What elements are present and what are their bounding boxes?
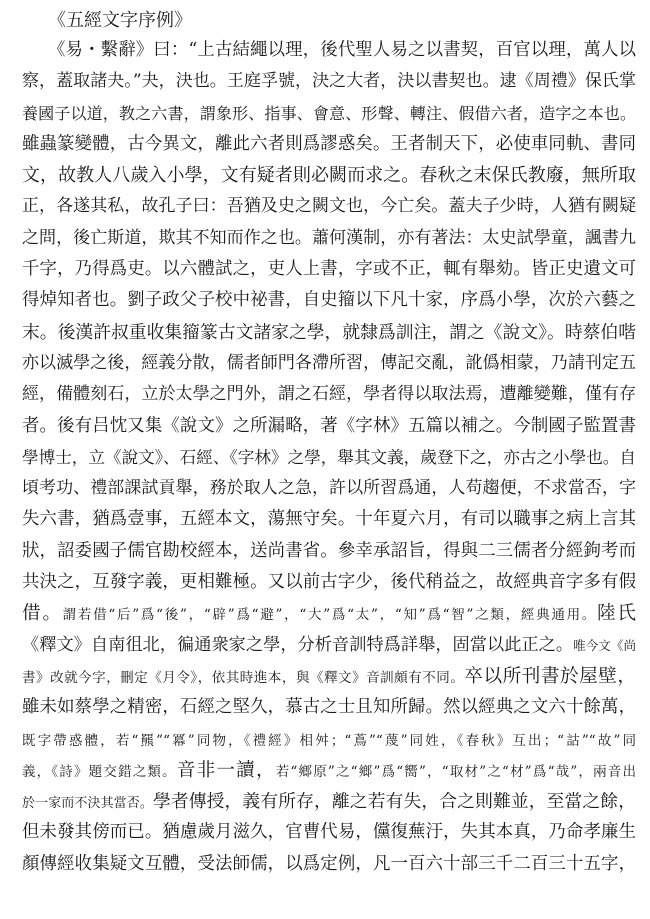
text-run: 音非一讀， [176,759,276,781]
text-run: 失六書，猶爲壹事，五經本文，蕩無守矣。十年夏六月，有司以職事之病上言其 [22,509,636,530]
text-line [22,254,636,285]
annotation-note: 義，《詩》題交錯之類。 [22,763,177,780]
text-run: 《易・繫辭》曰：“上古結繩以理，後代聖人易之以書契，百官以理，萬人以 [48,40,636,60]
text-run: 文，故教人八歲入小學，文有疑者則必闕而求之。春秋之末保氏教廢，無所取 [22,165,636,187]
text-line [22,786,636,817]
document-heading: 《五經文字序例》 [48,10,192,31]
annotation-note: 謂若借“后”爲“後”，“辟”爲“避”，“大”爲“太”，“知”爲“智”之類，經典通用。 [62,607,598,624]
text-line [22,598,636,629]
text-run: 顏傳經收集疑文互體，受法師儒，以爲定例，凡一百六十部三千二百三十五字， [22,853,636,874]
text-run: 養國子以道，教之六書，謂象形、指事、會意、形聲、轉注、假借六者，造字之本也。 [22,103,636,123]
text-line [22,98,636,129]
annotation-note: 若“羆”“冪”同物，《禮經》相舛；“蔦”“蔑”同姓，《春秋》互出；“詁”“故”同 [115,732,636,749]
annotation-note: 既字帶惑體， [22,732,116,749]
text-run: 者。後有吕忱又集《說文》之所漏略，著《字林》五篇以補之。今制國子監置書 [22,415,636,436]
text-run: 千字，乃得爲吏。以六體試之，吏人上書，字或不正，輒有舉劾。皆正史遺文可 [22,259,636,280]
annotation-note: 書》改就今字，刪定《月令》，依其時進本，與《釋文》音訓頗有不同。 [22,669,465,686]
text-line [22,411,636,442]
text-run: 卒以所刊書於屋壁， [464,665,636,687]
text-line [22,692,636,723]
text-line [22,849,636,880]
text-line [22,473,636,504]
text-line [22,317,636,348]
text-run: 得焯知者也。劉子政父子校中祕書，自史籀以下凡十家，序爲小學，次於六藝之 [22,290,636,311]
text-run: 末。後漢許叔重收集籀篆古文諸家之學，就隸爲訓注，謂之《說文》。時蔡伯喈 [22,321,636,343]
text-run: 學博士，立《說文》、石經、《字林》之學，舉其文義，歲登下之，亦古之小學也。自 [22,447,636,467]
text-line [22,724,636,755]
text-line [22,630,636,661]
text-run: 借。 [22,603,63,625]
text-line [22,504,636,535]
text-line [22,536,636,567]
annotation-note: 若“鄉原”之“鄉”爲“嚮”，“取材”之“材”爲“哉”，兩音出 [275,763,636,780]
text-run: 學者傳授，義有所存，離之若有失，合之則難並，至當之餘， [152,791,636,813]
text-run: 但未發其傍而已。猶慮歲月滋久，官曹代易，儻復蕪汙，失其本真，乃命孝廉生 [22,822,636,843]
text-run: 亦以滅學之後，經義分散，儒者師門各滯所習，傳記交亂，訛僞相蒙，乃請刊定五 [22,352,636,373]
text-line [22,223,636,254]
text-line [22,755,636,786]
text-run: 《釋文》自南徂北，徧通衆家之學，分析音訓特爲詳舉，固當以此正之。 [22,634,574,655]
text-run: 之問，後亡斯道，欺其不知而作之也。蕭何漢制，亦有著法：太史試學童，諷書九 [22,227,636,248]
text-run: 頃考功、禮部課試貢舉，務於取人之急，許以所習爲通，人苟趨便，不求當否，字 [22,478,636,499]
text-run: 察，蓋取諸夬。”夬，決也。王庭孚號，決之大者，決以書契也。逮《周禮》保氏掌 [22,71,636,92]
text-line [22,442,636,473]
text-run: 陸氏 [597,603,636,625]
text-line [22,66,636,97]
text-line [22,661,636,692]
text-run: 經，備體刻石，立於太學之門外，謂之石經，學者得以取法焉，遭離變難，僅有存 [22,384,636,405]
text-run: 狀，詔委國子儒官勘校經本，送尚書省。參幸承詔旨，得與二三儒者分經鉤考而 [22,540,636,561]
document-body [22,35,636,880]
text-run: 雖未如蔡學之精密，石經之堅久，慕古之士且知所歸。然以經典之文六十餘萬， [22,697,636,718]
text-line [22,285,636,316]
text-run: 共決之，互發字義，更相難極。又以前古字少，後代稍益之，故經典音字多有假 [22,572,636,593]
text-run: 正，各遂其私，故孔子曰：吾猶及史之闕文也，今亡矣。蓋夫子少時，人猶有闕疑 [22,196,636,217]
text-line [22,817,636,848]
annotation-note: 唯今文《尚 [573,637,636,653]
text-line [22,379,636,410]
annotation-note: 於一家而不決其當否。 [22,796,153,812]
text-line [22,35,636,66]
text-line [22,129,636,160]
text-line [22,348,636,379]
text-line [22,191,636,222]
text-run: 雖蟲篆變體，古今異文，離此六者則爲謬惑矣。王者制天下，必使車同軌、書同 [22,133,636,154]
text-line [22,160,636,191]
text-line [22,567,636,598]
